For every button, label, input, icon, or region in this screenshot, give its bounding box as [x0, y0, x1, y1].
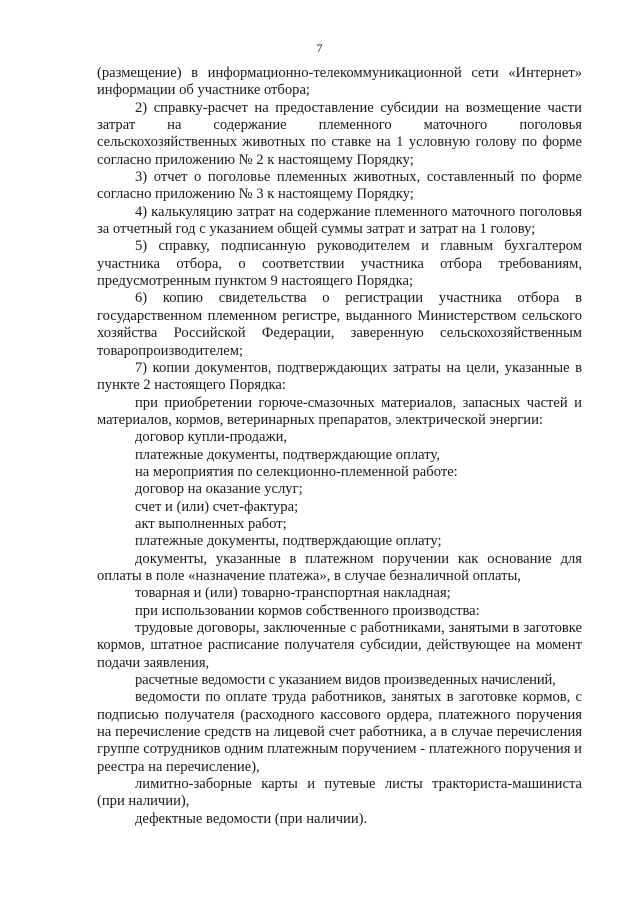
paragraph-payment-basis: документы, указанные в платежном поручении как основание для оплаты в поле «назначение платежа», в случае безналичной оплаты, — [97, 550, 582, 584]
paragraph-7: 7) копии документов, подтверждающих затраты на цели, указанные в пункте 2 настоящего Порядка: — [97, 359, 582, 394]
paragraph-wage-statements: ведомости по оплате труда работников, занятых в заготовке кормов, с подписью получателя (расходного кассового ордера, платежного поручения на перечисление средств на лицевой счет работника, а в случае перечисления группе сотрудников одним платежным поручением - платежного поручения и реестра на перечисление), — [97, 689, 582, 775]
list-item-payment-docs-1: платежные документы, подтверждающие оплату, — [135, 446, 440, 463]
list-item-payroll: расчетные ведомости с указанием видов произведенных начислений, — [135, 672, 556, 689]
list-item-breeding-work: на мероприятия по селекционно-племенной работе: — [135, 463, 458, 480]
list-item-waybill: товарная и (или) товарно-транспортная накладная; — [135, 585, 451, 602]
list-item-own-feed: при использовании кормов собственного производства: — [135, 602, 480, 619]
list-item-service-contract: договор на оказание услуг; — [135, 481, 303, 498]
paragraph-labor-contracts: трудовые договоры, заключенные с работниками, занятыми в заготовке кормов, штатное расписание получателя субсидии, действующее на момент подачи заявления, — [97, 620, 582, 671]
page-number: 7 — [316, 41, 323, 55]
paragraph-1: (размещение) в информационно-телекоммуникационной сети «Интернет» информации об участнике отбора; — [97, 65, 582, 99]
document-body — [97, 65, 582, 828]
paragraph-8: при приобретении горюче-смазочных материалов, запасных частей и материалов, кормов, ветеринарных препаратов, электрической энергии: — [97, 394, 582, 428]
paragraph-limit-cards: лимитно-заборные карты и путевые листы тракториста-машиниста (при наличии), — [97, 776, 582, 810]
paragraph-5: 5) справку, подписанную руководителем и главным бухгалтером участника отбора, о соответствии участника отбора требованиям, предусмотренным пунктом 9 настоящего Порядка; — [97, 238, 582, 290]
list-item-payment-docs-2: платежные документы, подтверждающие оплату; — [135, 533, 442, 550]
list-item-contract-sale: договор купли-продажи, — [135, 429, 288, 446]
list-item-invoice: счет и (или) счет-фактура; — [135, 498, 299, 515]
list-item-work-act: акт выполненных работ; — [135, 515, 287, 532]
list-item-defect-statements: дефектные ведомости (при наличии). — [135, 810, 368, 827]
paragraph-6: 6) копию свидетельства о регистрации участника отбора в государственном племенном регистре, выданного Министерством сельского хозяйства Российской Федерации, заверенную сельскохозяйственным товаропроизводителем; — [97, 290, 582, 359]
paragraph-3: 3) отчет о поголовье племенных животных, составленный по форме согласно приложению № 3 к настоящему Порядку; — [97, 169, 582, 203]
paragraph-4: 4) калькуляцию затрат на содержание племенного маточного поголовья за отчетный год с указанием общей суммы затрат и затрат на 1 голову; — [97, 203, 582, 238]
paragraph-2: 2) справку-расчет на предоставление субсидии на возмещение части затрат на содержание племенного маточного поголовья сельскохозяйственных животных по ставке на 1 условную голову по форме согласно приложению № 2 к настоящему Порядку; — [97, 99, 582, 168]
